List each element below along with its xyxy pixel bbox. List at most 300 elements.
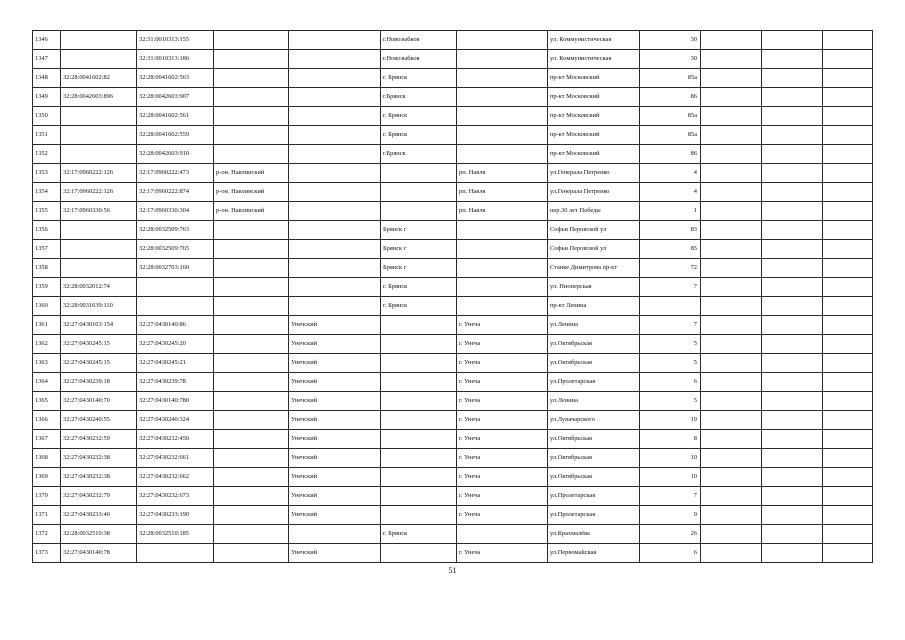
row-number-cell: 1363 <box>33 354 61 373</box>
city-cell: Брянск г <box>381 240 457 259</box>
cadastral-number-cell <box>137 544 214 563</box>
extra-cell-2 <box>762 411 823 430</box>
extra-cell-3 <box>823 88 873 107</box>
settlement-cell <box>457 69 548 88</box>
table-row <box>33 107 873 126</box>
table-row <box>33 411 873 430</box>
municipality-cell <box>289 221 381 240</box>
street-cell: ул. Коммунистическая <box>548 50 640 69</box>
cadastral-number-cell: 32:27:0430245:21 <box>137 354 214 373</box>
cadastral-number-cell: 32:17:0960222:874 <box>137 183 214 202</box>
extra-cell-3 <box>823 69 873 88</box>
table-row <box>33 31 873 50</box>
cadastral-number-cell: 32:27:0430140:780 <box>137 392 214 411</box>
house-number-cell: 85а <box>640 126 701 145</box>
street-cell: ул.Ленина <box>548 316 640 335</box>
house-number-cell: 26 <box>640 525 701 544</box>
row-number-cell: 1362 <box>33 335 61 354</box>
district-cell <box>214 240 289 259</box>
street-cell: Софьи Перовской ул <box>548 221 640 240</box>
extra-cell-3 <box>823 145 873 164</box>
street-cell: ул.Октябрьская <box>548 354 640 373</box>
municipality-cell <box>289 164 381 183</box>
municipality-cell: Унечский <box>289 335 381 354</box>
city-cell <box>381 335 457 354</box>
extra-cell-1 <box>701 164 762 183</box>
settlement-cell <box>457 126 548 145</box>
cadastral-number-cell: 32:28:0041602:561 <box>137 107 214 126</box>
cadastral-number-cell: 32:27:0430232:450 <box>137 430 214 449</box>
municipality-cell <box>289 202 381 221</box>
municipality-cell: Унечский <box>289 544 381 563</box>
extra-cell-3 <box>823 316 873 335</box>
street-cell: ул.Крахмалёва <box>548 525 640 544</box>
table-row <box>33 88 873 107</box>
extra-cell-2 <box>762 202 823 221</box>
extra-cell-3 <box>823 468 873 487</box>
table-row <box>33 50 873 69</box>
extra-cell-3 <box>823 240 873 259</box>
street-cell: пер.30 лет Победы <box>548 202 640 221</box>
extra-cell-3 <box>823 411 873 430</box>
city-cell: Брянск г <box>381 221 457 240</box>
extra-cell-2 <box>762 430 823 449</box>
house-number-cell: 83 <box>640 221 701 240</box>
house-number-cell: 8 <box>640 430 701 449</box>
cadastral-number-cell: 32:28:0032703:160 <box>137 259 214 278</box>
extra-cell-1 <box>701 430 762 449</box>
extra-cell-1 <box>701 449 762 468</box>
extra-cell-3 <box>823 202 873 221</box>
table-row <box>33 506 873 525</box>
old-cadastral-number-cell: 32:27:0430103:154 <box>61 316 137 335</box>
city-cell <box>381 430 457 449</box>
table-row <box>33 354 873 373</box>
street-cell: ул.Первомайская <box>548 544 640 563</box>
district-cell <box>214 525 289 544</box>
table-row <box>33 183 873 202</box>
cadastral-number-cell <box>137 297 214 316</box>
old-cadastral-number-cell: 32:27:0430245:15 <box>61 354 137 373</box>
extra-cell-2 <box>762 449 823 468</box>
extra-cell-2 <box>762 468 823 487</box>
extra-cell-3 <box>823 259 873 278</box>
cadastral-number-cell: 32:31:0010313:186 <box>137 50 214 69</box>
extra-cell-1 <box>701 316 762 335</box>
street-cell: ул.Октябрьская <box>548 468 640 487</box>
cadastral-number-cell: 32:27:0430245:20 <box>137 335 214 354</box>
municipality-cell: Унечский <box>289 316 381 335</box>
municipality-cell <box>289 126 381 145</box>
old-cadastral-number-cell <box>61 240 137 259</box>
old-cadastral-number-cell: 32:27:0430232:38 <box>61 468 137 487</box>
settlement-cell: г. Унеча <box>457 487 548 506</box>
district-cell <box>214 107 289 126</box>
settlement-cell: г. Унеча <box>457 392 548 411</box>
street-cell: ул.Октябрьская <box>548 335 640 354</box>
old-cadastral-number-cell <box>61 145 137 164</box>
cadastral-number-cell: 32:17:0960222:473 <box>137 164 214 183</box>
settlement-cell <box>457 88 548 107</box>
old-cadastral-number-cell: 32:17:0960222:126 <box>61 164 137 183</box>
extra-cell-3 <box>823 392 873 411</box>
extra-cell-3 <box>823 164 873 183</box>
old-cadastral-number-cell: 32:27:0430232:79 <box>61 487 137 506</box>
city-cell <box>381 468 457 487</box>
table-row <box>33 544 873 563</box>
city-cell: г.Новозыбков <box>381 31 457 50</box>
city-cell <box>381 202 457 221</box>
table-row <box>33 430 873 449</box>
district-cell <box>214 50 289 69</box>
city-cell: г.Брянск <box>381 145 457 164</box>
old-cadastral-number-cell: 32:17:0960330:56 <box>61 202 137 221</box>
municipality-cell: Унечский <box>289 449 381 468</box>
extra-cell-1 <box>701 373 762 392</box>
house-number-cell: 7 <box>640 487 701 506</box>
district-cell <box>214 392 289 411</box>
settlement-cell: г. Унеча <box>457 335 548 354</box>
extra-cell-2 <box>762 392 823 411</box>
extra-cell-2 <box>762 31 823 50</box>
extra-cell-2 <box>762 259 823 278</box>
municipality-cell: Унечский <box>289 411 381 430</box>
extra-cell-3 <box>823 278 873 297</box>
extra-cell-1 <box>701 506 762 525</box>
table-row <box>33 164 873 183</box>
extra-cell-3 <box>823 449 873 468</box>
city-cell: г. Брянск <box>381 297 457 316</box>
extra-cell-1 <box>701 411 762 430</box>
city-cell <box>381 183 457 202</box>
city-cell: г. Брянск <box>381 69 457 88</box>
city-cell <box>381 506 457 525</box>
extra-cell-1 <box>701 88 762 107</box>
table-row <box>33 487 873 506</box>
district-cell <box>214 544 289 563</box>
street-cell: Софьи Перовской ул <box>548 240 640 259</box>
extra-cell-2 <box>762 107 823 126</box>
district-cell: р-он. Навлинский <box>214 183 289 202</box>
old-cadastral-number-cell: 32:28:0032510:38 <box>61 525 137 544</box>
municipality-cell <box>289 107 381 126</box>
settlement-cell <box>457 50 548 69</box>
municipality-cell <box>289 278 381 297</box>
extra-cell-1 <box>701 126 762 145</box>
house-number-cell: 30 <box>640 50 701 69</box>
extra-cell-1 <box>701 354 762 373</box>
house-number-cell: 85а <box>640 107 701 126</box>
extra-cell-2 <box>762 544 823 563</box>
district-cell <box>214 506 289 525</box>
table-row <box>33 449 873 468</box>
settlement-cell: г. Унеча <box>457 468 548 487</box>
settlement-cell: г. Унеча <box>457 373 548 392</box>
row-number-cell: 1373 <box>33 544 61 563</box>
cadastral-number-cell: 32:27:0430239:78 <box>137 373 214 392</box>
row-number-cell: 1357 <box>33 240 61 259</box>
district-cell <box>214 487 289 506</box>
cadastral-number-cell: 32:27:0430140:86 <box>137 316 214 335</box>
district-cell <box>214 297 289 316</box>
extra-cell-2 <box>762 525 823 544</box>
city-cell: г. Брянск <box>381 525 457 544</box>
cadastral-number-cell: 32:28:0041602:559 <box>137 126 214 145</box>
house-number-cell: 10 <box>640 468 701 487</box>
row-number-cell: 1356 <box>33 221 61 240</box>
extra-cell-2 <box>762 145 823 164</box>
old-cadastral-number-cell <box>61 50 137 69</box>
extra-cell-1 <box>701 107 762 126</box>
row-number-cell: 1355 <box>33 202 61 221</box>
city-cell: г. Брянск <box>381 107 457 126</box>
house-number-cell: 6 <box>640 544 701 563</box>
extra-cell-1 <box>701 183 762 202</box>
district-cell <box>214 221 289 240</box>
district-cell: р-он. Навлинский <box>214 164 289 183</box>
cadastral-number-cell: 32:27:0430233:190 <box>137 506 214 525</box>
extra-cell-1 <box>701 259 762 278</box>
extra-cell-3 <box>823 506 873 525</box>
settlement-cell <box>457 240 548 259</box>
row-number-cell: 1349 <box>33 88 61 107</box>
city-cell: г.Брянск <box>381 88 457 107</box>
extra-cell-1 <box>701 335 762 354</box>
street-cell: ул.Пролетарская <box>548 487 640 506</box>
city-cell: г.Новозыбков <box>381 50 457 69</box>
settlement-cell <box>457 259 548 278</box>
street-cell: ул.Октябрьская <box>548 430 640 449</box>
house-number-cell: 85 <box>640 240 701 259</box>
table-row <box>33 392 873 411</box>
extra-cell-1 <box>701 202 762 221</box>
extra-cell-2 <box>762 354 823 373</box>
district-cell <box>214 354 289 373</box>
registry-table <box>32 30 873 563</box>
street-cell: пр-кт Московский <box>548 145 640 164</box>
extra-cell-1 <box>701 278 762 297</box>
street-cell: ул.Луначарского <box>548 411 640 430</box>
cadastral-number-cell: 32:28:0042603:907 <box>137 88 214 107</box>
row-number-cell: 1360 <box>33 297 61 316</box>
house-number-cell: 5 <box>640 335 701 354</box>
municipality-cell: Унечский <box>289 468 381 487</box>
registry-table-body <box>33 31 873 563</box>
extra-cell-3 <box>823 107 873 126</box>
row-number-cell: 1369 <box>33 468 61 487</box>
extra-cell-3 <box>823 50 873 69</box>
house-number-cell: 7 <box>640 278 701 297</box>
city-cell <box>381 392 457 411</box>
house-number-cell: 19 <box>640 411 701 430</box>
street-cell: пр-кт Московский <box>548 107 640 126</box>
city-cell <box>381 411 457 430</box>
settlement-cell: г. Унеча <box>457 354 548 373</box>
settlement-cell: рп. Навля <box>457 164 548 183</box>
row-number-cell: 1352 <box>33 145 61 164</box>
row-number-cell: 1361 <box>33 316 61 335</box>
extra-cell-3 <box>823 183 873 202</box>
table-row <box>33 259 873 278</box>
settlement-cell <box>457 278 548 297</box>
extra-cell-1 <box>701 145 762 164</box>
municipality-cell: Унечский <box>289 373 381 392</box>
house-number-cell: 7 <box>640 316 701 335</box>
extra-cell-2 <box>762 88 823 107</box>
table-row <box>33 202 873 221</box>
old-cadastral-number-cell: 32:27:0430140:78 <box>61 544 137 563</box>
street-cell: ул.Октябрьская <box>548 449 640 468</box>
city-cell: г. Брянск <box>381 126 457 145</box>
old-cadastral-number-cell: 32:27:0430239:18 <box>61 373 137 392</box>
row-number-cell: 1359 <box>33 278 61 297</box>
house-number-cell: 1 <box>640 202 701 221</box>
cadastral-number-cell: 32:31:0010313:155 <box>137 31 214 50</box>
cadastral-number-cell: 32:28:0032510:185 <box>137 525 214 544</box>
district-cell <box>214 373 289 392</box>
table-row <box>33 240 873 259</box>
house-number-cell: 86 <box>640 88 701 107</box>
table-row <box>33 278 873 297</box>
city-cell <box>381 316 457 335</box>
street-cell: пр-кт Ленина <box>548 297 640 316</box>
extra-cell-2 <box>762 373 823 392</box>
table-row <box>33 297 873 316</box>
house-number-cell <box>640 297 701 316</box>
district-cell <box>214 145 289 164</box>
extra-cell-2 <box>762 50 823 69</box>
street-cell: пр-кт Московский <box>548 126 640 145</box>
table-row <box>33 373 873 392</box>
municipality-cell <box>289 69 381 88</box>
row-number-cell: 1350 <box>33 107 61 126</box>
extra-cell-1 <box>701 525 762 544</box>
cadastral-number-cell: 32:28:0041602:563 <box>137 69 214 88</box>
house-number-cell: 5 <box>640 354 701 373</box>
street-cell: ул.Пролетарская <box>548 373 640 392</box>
cadastral-number-cell: 32:27:0430232:673 <box>137 487 214 506</box>
municipality-cell <box>289 240 381 259</box>
street-cell: ул. Коммунистическая <box>548 31 640 50</box>
municipality-cell <box>289 31 381 50</box>
row-number-cell: 1368 <box>33 449 61 468</box>
street-cell: ул.Ленина <box>548 392 640 411</box>
row-number-cell: 1348 <box>33 69 61 88</box>
city-cell <box>381 487 457 506</box>
row-number-cell: 1347 <box>33 50 61 69</box>
old-cadastral-number-cell: 32:17:0960222:126 <box>61 183 137 202</box>
municipality-cell: Унечский <box>289 392 381 411</box>
settlement-cell: г. Унеча <box>457 430 548 449</box>
district-cell <box>214 31 289 50</box>
row-number-cell: 1353 <box>33 164 61 183</box>
extra-cell-3 <box>823 297 873 316</box>
municipality-cell: Унечский <box>289 430 381 449</box>
old-cadastral-number-cell: 32:27:0430232:38 <box>61 449 137 468</box>
extra-cell-3 <box>823 335 873 354</box>
extra-cell-1 <box>701 50 762 69</box>
table-row <box>33 69 873 88</box>
row-number-cell: 1358 <box>33 259 61 278</box>
municipality-cell <box>289 297 381 316</box>
house-number-cell: 5 <box>640 392 701 411</box>
district-cell <box>214 449 289 468</box>
extra-cell-3 <box>823 31 873 50</box>
city-cell <box>381 164 457 183</box>
extra-cell-2 <box>762 506 823 525</box>
municipality-cell <box>289 259 381 278</box>
district-cell <box>214 126 289 145</box>
city-cell <box>381 354 457 373</box>
old-cadastral-number-cell <box>61 259 137 278</box>
city-cell: Брянск г <box>381 259 457 278</box>
table-row <box>33 221 873 240</box>
settlement-cell: рп. Навля <box>457 183 548 202</box>
district-cell <box>214 468 289 487</box>
table-row <box>33 525 873 544</box>
extra-cell-2 <box>762 69 823 88</box>
district-cell <box>214 411 289 430</box>
extra-cell-2 <box>762 164 823 183</box>
old-cadastral-number-cell: 32:27:0430245:15 <box>61 335 137 354</box>
cadastral-number-cell: 32:28:0042603:910 <box>137 145 214 164</box>
old-cadastral-number-cell: 32:28:0042603:896 <box>61 88 137 107</box>
extra-cell-1 <box>701 468 762 487</box>
extra-cell-3 <box>823 525 873 544</box>
district-cell <box>214 335 289 354</box>
settlement-cell <box>457 145 548 164</box>
row-number-cell: 1367 <box>33 430 61 449</box>
cadastral-number-cell: 32:27:0430240:324 <box>137 411 214 430</box>
municipality-cell <box>289 88 381 107</box>
settlement-cell: г. Унеча <box>457 544 548 563</box>
row-number-cell: 1372 <box>33 525 61 544</box>
city-cell <box>381 449 457 468</box>
extra-cell-3 <box>823 544 873 563</box>
district-cell <box>214 259 289 278</box>
table-row <box>33 145 873 164</box>
extra-cell-1 <box>701 221 762 240</box>
district-cell <box>214 69 289 88</box>
row-number-cell: 1365 <box>33 392 61 411</box>
extra-cell-2 <box>762 183 823 202</box>
settlement-cell: рп. Навля <box>457 202 548 221</box>
city-cell <box>381 544 457 563</box>
settlement-cell: г. Унеча <box>457 449 548 468</box>
extra-cell-3 <box>823 487 873 506</box>
extra-cell-2 <box>762 278 823 297</box>
street-cell: ул.Генерала Петренко <box>548 183 640 202</box>
municipality-cell: Унечский <box>289 487 381 506</box>
extra-cell-1 <box>701 31 762 50</box>
settlement-cell <box>457 31 548 50</box>
municipality-cell: Унечский <box>289 354 381 373</box>
extra-cell-3 <box>823 126 873 145</box>
old-cadastral-number-cell: 32:27:0430232:59 <box>61 430 137 449</box>
settlement-cell <box>457 107 548 126</box>
extra-cell-3 <box>823 221 873 240</box>
extra-cell-3 <box>823 354 873 373</box>
street-cell: Станке Димитрова пр-кт <box>548 259 640 278</box>
settlement-cell: г. Унеча <box>457 506 548 525</box>
old-cadastral-number-cell: 32:27:0430140:70 <box>61 392 137 411</box>
municipality-cell <box>289 50 381 69</box>
extra-cell-2 <box>762 297 823 316</box>
house-number-cell: 85а <box>640 69 701 88</box>
cadastral-number-cell: 32:28:0032509:763 <box>137 221 214 240</box>
settlement-cell <box>457 297 548 316</box>
extra-cell-3 <box>823 373 873 392</box>
